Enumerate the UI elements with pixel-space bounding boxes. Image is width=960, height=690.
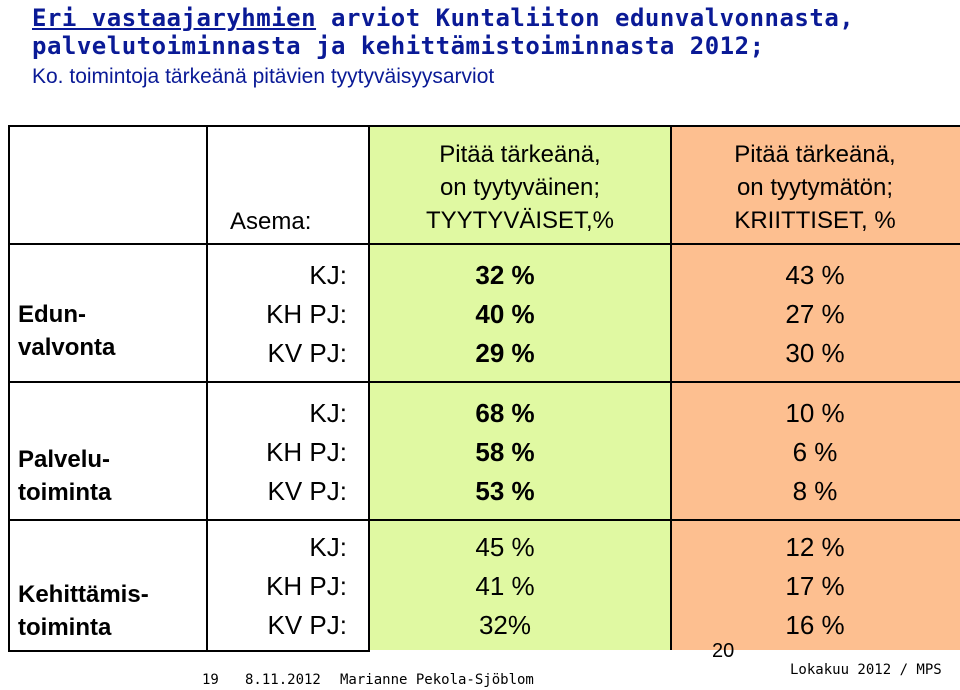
group-label-edunvalvonta xyxy=(18,298,115,364)
group-label-line: toiminta xyxy=(18,614,112,641)
page-number: 20 xyxy=(712,640,735,662)
group-label-palvelutoiminta xyxy=(18,443,111,509)
satisfied-values xyxy=(420,528,590,645)
critical-values xyxy=(730,528,900,645)
group-label-line: Palvelu- xyxy=(18,446,111,473)
group-label-kehittamistoiminta xyxy=(18,578,149,644)
footer-month: Lokakuu 2012 / MPS xyxy=(790,662,942,678)
critical-value: 10 % xyxy=(785,398,845,428)
satisfied-header-line: Pitää tärkeänä, xyxy=(439,141,601,168)
slide-title xyxy=(32,4,952,60)
satisfied-value: 58 % xyxy=(475,437,535,467)
position-kv-pj: KV PJ: xyxy=(267,338,347,368)
position-kh-pj: KH PJ: xyxy=(266,571,347,601)
table-header-line xyxy=(8,243,960,245)
satisfied-value: 40 % xyxy=(475,299,535,329)
critical-value: 17 % xyxy=(785,571,845,601)
critical-header xyxy=(670,138,960,237)
critical-value: 6 % xyxy=(792,437,838,467)
satisfied-value: 41 % xyxy=(475,571,535,601)
critical-value: 27 % xyxy=(785,299,845,329)
critical-header-line: on tyytymätön; xyxy=(736,174,894,201)
critical-value: 8 % xyxy=(792,476,838,506)
satisfied-value: 32 % xyxy=(475,260,535,290)
critical-value: 12 % xyxy=(785,532,845,562)
position-header: Asema: xyxy=(230,208,312,235)
position-kj: KJ: xyxy=(309,260,347,290)
satisfied-value: 53 % xyxy=(475,476,535,506)
critical-header-line: KRIITTISET, % xyxy=(734,207,896,234)
title-underlined: Eri vastaajaryhmien xyxy=(32,4,317,32)
group-label-line: Edun- xyxy=(18,301,86,328)
slide-number: 19 xyxy=(202,672,219,688)
satisfied-values xyxy=(420,394,590,511)
critical-header-line: Pitää tärkeänä, xyxy=(734,141,896,168)
table-divider-1 xyxy=(206,125,208,650)
group-label-line: Kehittämis- xyxy=(18,581,149,608)
slide-subtitle: Ko. toimintoja tärkeänä pitävien tyytyväisyysarviot xyxy=(32,65,495,88)
critical-values xyxy=(730,256,900,373)
critical-value: 16 % xyxy=(785,610,845,640)
group-label-line: toiminta xyxy=(18,479,112,506)
position-list xyxy=(225,528,347,645)
position-list xyxy=(225,256,347,373)
satisfied-value: 45 % xyxy=(475,532,535,562)
position-kj: KJ: xyxy=(309,532,347,562)
table-group1-line xyxy=(8,381,960,383)
group-label-line: valvonta xyxy=(18,334,116,361)
table-bottom-line xyxy=(8,650,370,652)
position-kh-pj: KH PJ: xyxy=(266,299,347,329)
satisfied-header xyxy=(370,138,670,237)
position-kv-pj: KV PJ: xyxy=(267,610,347,640)
satisfied-values xyxy=(420,256,590,373)
table-group2-line xyxy=(8,519,960,521)
critical-value: 43 % xyxy=(785,260,845,290)
satisfied-header-line: on tyytyväinen; xyxy=(439,174,601,201)
satisfied-value: 32% xyxy=(478,610,532,640)
satisfied-value: 68 % xyxy=(475,398,535,428)
table-top-line xyxy=(8,125,960,127)
footer-date: 8.11.2012 xyxy=(245,672,321,688)
table-left-line xyxy=(8,125,10,650)
position-kv-pj: KV PJ: xyxy=(267,476,347,506)
title-line1-rest: arviot Kuntaliiton edunvalvonnasta, xyxy=(316,4,855,32)
satisfied-value: 29 % xyxy=(475,338,535,368)
title-line2: palvelutoiminnasta ja kehittämistoiminnasta 2012; xyxy=(32,32,765,60)
position-kh-pj: KH PJ: xyxy=(266,437,347,467)
position-list xyxy=(225,394,347,511)
critical-values xyxy=(730,394,900,511)
satisfied-header-line: TYYTYVÄISET,% xyxy=(425,207,615,234)
position-kj: KJ: xyxy=(309,398,347,428)
footer-author: Marianne Pekola-Sjöblom xyxy=(340,672,534,688)
critical-value: 30 % xyxy=(785,338,845,368)
